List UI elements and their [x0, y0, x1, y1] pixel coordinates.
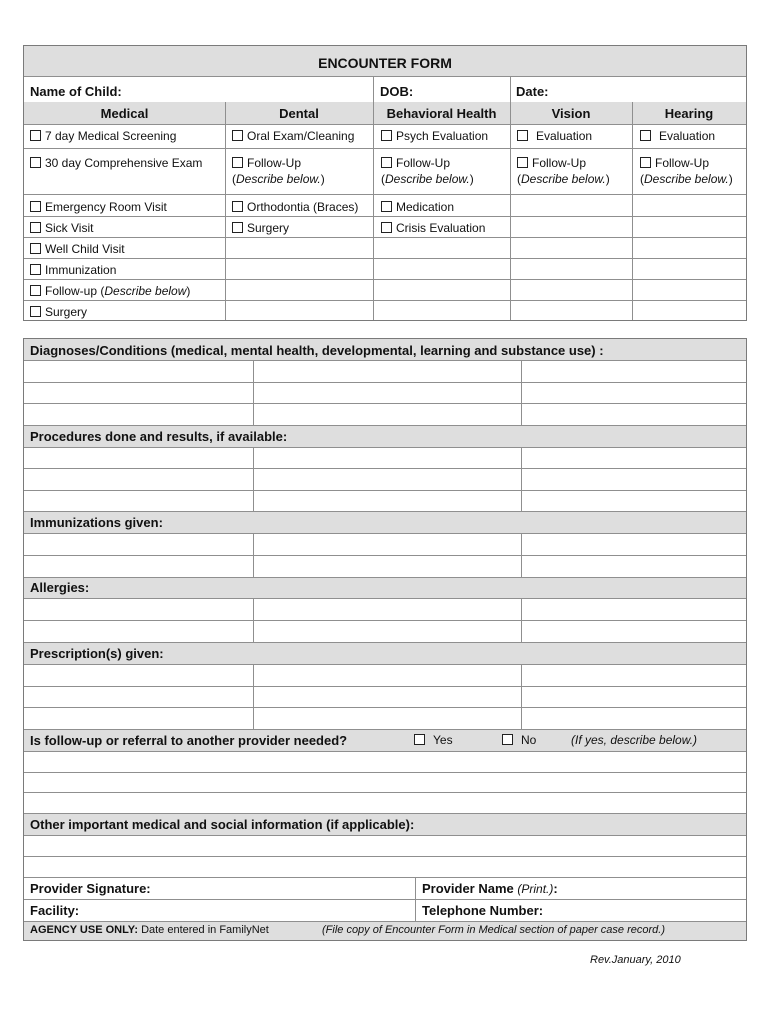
yes-checkbox[interactable] — [414, 734, 425, 745]
col-vision: Vision — [551, 106, 591, 121]
no-checkbox[interactable] — [502, 734, 513, 745]
other-info-heading: Other important medical and social information (if applicable): — [30, 817, 415, 832]
checkbox[interactable] — [640, 157, 651, 168]
hearing-item: Follow-Up — [640, 156, 709, 170]
checkbox[interactable] — [30, 201, 41, 212]
checkbox[interactable] — [30, 264, 41, 275]
name-of-child-label: Name of Child: — [30, 84, 122, 99]
checkbox[interactable] — [232, 130, 243, 141]
checkbox[interactable] — [30, 285, 41, 296]
medical-item: Sick Visit — [30, 221, 93, 235]
vision-item: Follow-Up — [517, 156, 586, 170]
revision-date: Rev.January, 2010 — [590, 954, 681, 966]
immunizations-heading: Immunizations given: — [30, 515, 163, 530]
dental-item: Orthodontia (Braces) — [232, 200, 358, 214]
procedures-heading: Procedures done and results, if available: — [30, 429, 288, 444]
describe-below-note: (Describe below.) — [381, 172, 474, 186]
checkbox[interactable] — [517, 130, 528, 141]
vision-item: Evaluation — [517, 129, 592, 143]
telephone-label: Telephone Number: — [422, 903, 544, 918]
followup-yes: Yes — [414, 733, 453, 747]
checkbox[interactable] — [232, 201, 243, 212]
behavioral-item: Psych Evaluation — [381, 129, 488, 143]
checkbox[interactable] — [30, 306, 41, 317]
behavioral-item: Crisis Evaluation — [381, 221, 485, 235]
describe-below-note: (Describe below.) — [517, 172, 610, 186]
medical-item: 30 day Comprehensive Exam — [30, 156, 202, 170]
checkbox[interactable] — [517, 157, 528, 168]
medical-item: 7 day Medical Screening — [30, 129, 176, 143]
checkbox[interactable] — [381, 201, 392, 212]
facility-label: Facility: — [30, 903, 80, 918]
agency-use-line: AGENCY USE ONLY: Date entered in FamilyNet — [30, 924, 269, 936]
date-label: Date: — [516, 84, 549, 99]
checkbox[interactable] — [30, 157, 41, 168]
describe-below-note: (Describe below.) — [232, 172, 325, 186]
allergies-heading: Allergies: — [30, 580, 90, 595]
followup-question: Is follow-up or referral to another provider needed? — [30, 733, 348, 748]
form-title: ENCOUNTER FORM — [318, 55, 452, 71]
prescriptions-heading: Prescription(s) given: — [30, 646, 164, 661]
checkbox[interactable] — [30, 130, 41, 141]
medical-item: Well Child Visit — [30, 242, 125, 256]
hearing-item: Evaluation — [640, 129, 715, 143]
col-behavioral: Behavioral Health — [386, 106, 497, 121]
provider-name-label: Provider Name (Print.): — [422, 881, 558, 896]
medical-item: Emergency Room Visit — [30, 200, 167, 214]
behavioral-item: Medication — [381, 200, 454, 214]
checkbox[interactable] — [232, 222, 243, 233]
diagnoses-heading: Diagnoses/Conditions (medical, mental health, developmental, learning and substance use) : — [30, 343, 604, 358]
col-dental: Dental — [279, 106, 319, 121]
medical-item: Immunization — [30, 263, 116, 277]
provider-signature-label: Provider Signature: — [30, 881, 151, 896]
dental-item: Oral Exam/Cleaning — [232, 129, 354, 143]
col-medical: Medical — [100, 106, 149, 121]
checkbox[interactable] — [30, 222, 41, 233]
file-copy-note: (File copy of Encounter Form in Medical section of paper case record.) — [322, 924, 665, 936]
behavioral-item: Follow-Up — [381, 156, 450, 170]
medical-item: Follow-up (Describe below) — [30, 284, 190, 298]
describe-below-note: (Describe below.) — [640, 172, 733, 186]
checkbox[interactable] — [232, 157, 243, 168]
col-hearing: Hearing — [664, 106, 714, 121]
checkbox[interactable] — [381, 222, 392, 233]
medical-item: Surgery — [30, 305, 87, 319]
checkbox[interactable] — [381, 130, 392, 141]
dob-label: DOB: — [380, 84, 414, 99]
followup-no: No — [502, 733, 536, 747]
checkbox[interactable] — [30, 243, 41, 254]
dental-item: Surgery — [232, 221, 289, 235]
checkbox[interactable] — [381, 157, 392, 168]
checkbox[interactable] — [640, 130, 651, 141]
dental-item: Follow-Up — [232, 156, 301, 170]
if-yes-note: (If yes, describe below.) — [571, 733, 698, 747]
